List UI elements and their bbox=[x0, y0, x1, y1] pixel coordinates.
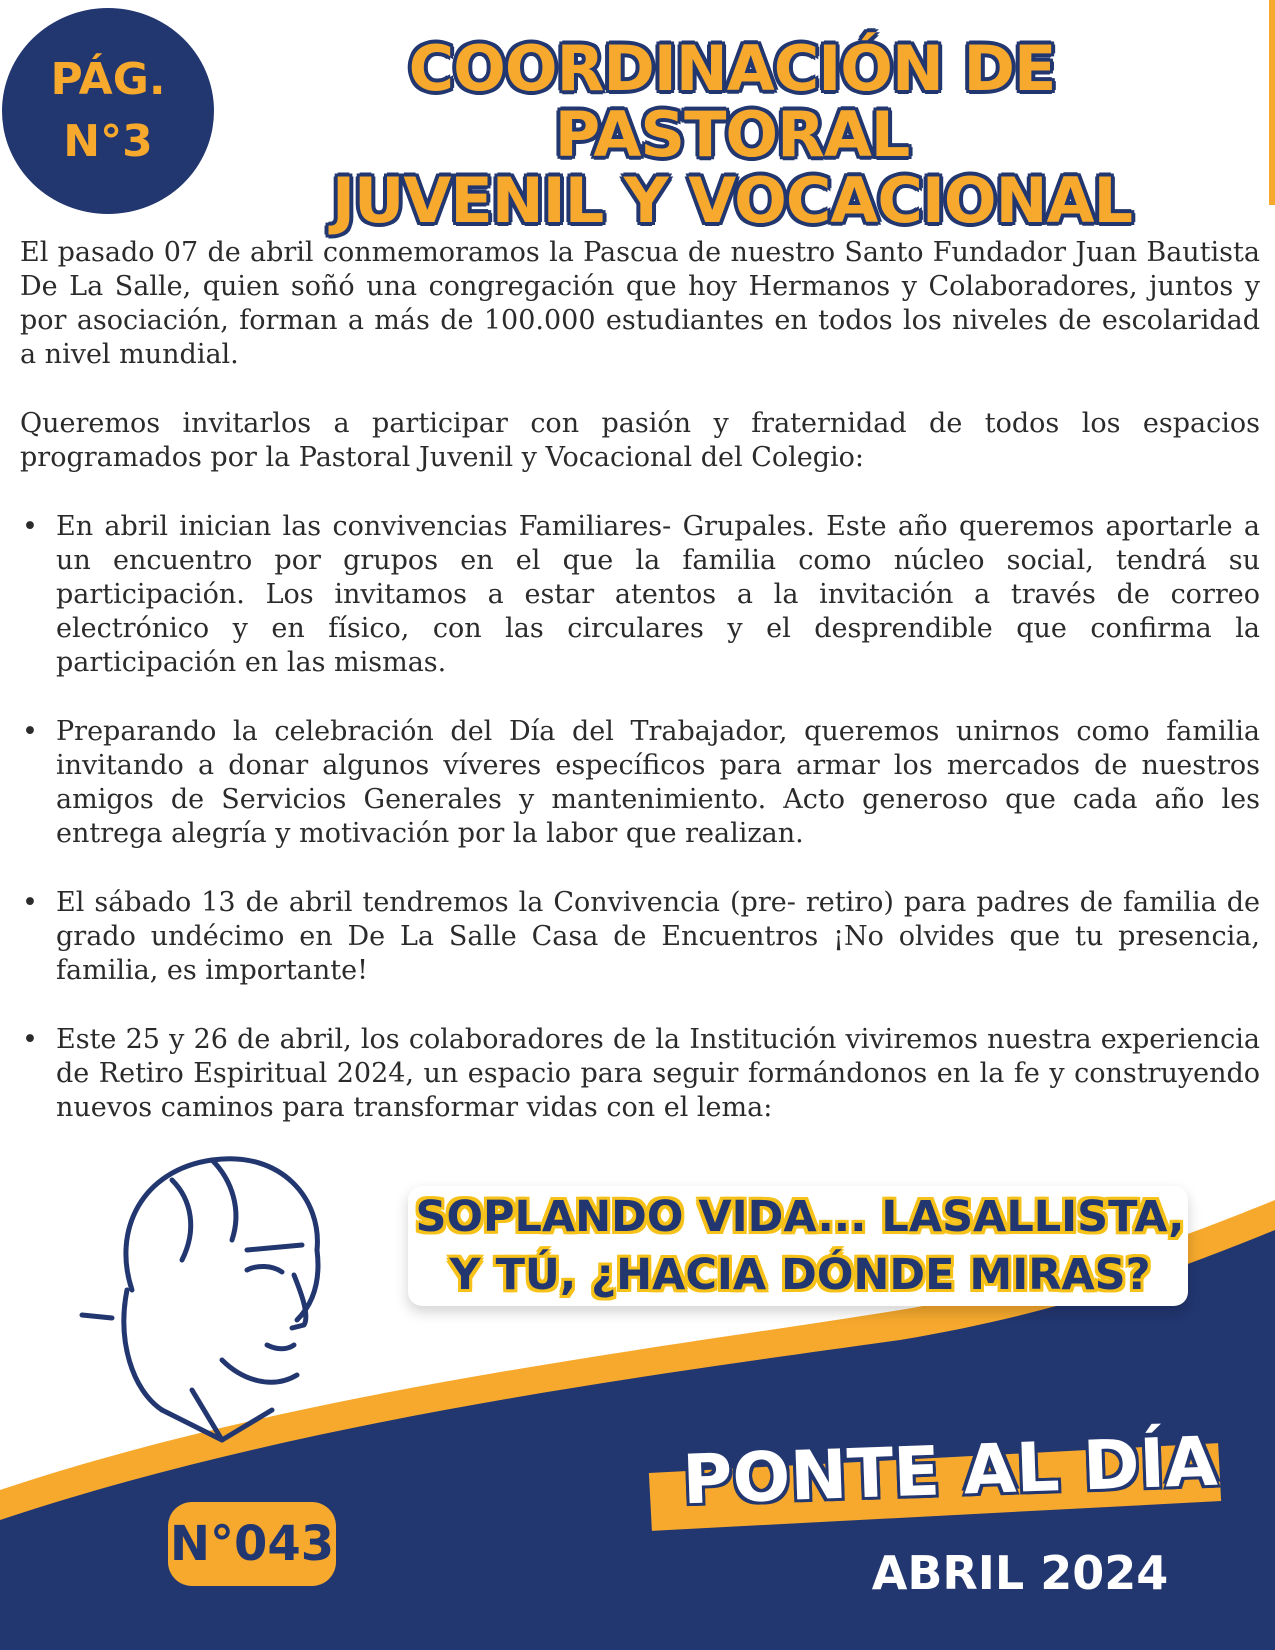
founder-portrait-icon bbox=[72, 1140, 362, 1450]
title-line-2: JUVENIL Y VOCACIONAL bbox=[331, 164, 1133, 237]
issue-date: ABRIL 2024 bbox=[871, 1546, 1169, 1600]
edge-accent-line bbox=[1269, 0, 1275, 205]
page-badge-label: PÁG. bbox=[50, 54, 166, 105]
motto-line-2: Y TÚ, ¿HACIA DÓNDE MIRAS? bbox=[449, 1250, 1151, 1300]
invitation-paragraph: Queremos invitarlos a participar con pasión y fraternidad de todos los espacios programados por la Pastoral Juvenil y Vocacional del Colegio: bbox=[20, 408, 1260, 473]
article-body bbox=[20, 236, 1260, 1160]
list-item bbox=[20, 1023, 1260, 1125]
page-badge-number: N°3 bbox=[63, 116, 153, 167]
list-item bbox=[20, 510, 1260, 680]
bullet-marker: • bbox=[22, 887, 38, 918]
retreat-motto bbox=[400, 1188, 1200, 1304]
list-item-text: En abril inician las convivencias Familiares- Grupales. Este año queremos aportarle a un encuentro por grupos en el que la familia como núcleo social, tendrá su participación. Los invitamos a estar atentos a la invitación a través de correo electrónico y en físico, con las circulares y el desprendible que confirma la participación en las mismas. bbox=[56, 511, 1260, 678]
intro-paragraph: El pasado 07 de abril conmemoramos la Pascua de nuestro Santo Fundador Juan Bautista De La Salle, quien soñó una congregación que hoy Hermanos y Colaboradores, juntos y por asociación, forman a más de 100.000 estudiantes en todos los niveles de escolaridad a nivel mundial. bbox=[20, 237, 1260, 370]
page-number-badge bbox=[2, 8, 214, 214]
title-line-1: COORDINACIÓN DE PASTORAL bbox=[408, 32, 1056, 171]
publication-name: PONTE AL DÍA bbox=[681, 1422, 1219, 1521]
bullet-marker: • bbox=[22, 716, 38, 747]
list-item bbox=[20, 886, 1260, 988]
issue-number-badge: N°043 bbox=[168, 1502, 336, 1586]
motto-line-1: SOPLANDO VIDA... LASALLISTA, bbox=[415, 1192, 1185, 1242]
bullet-marker: • bbox=[22, 1024, 38, 1055]
list-item-text: El sábado 13 de abril tendremos la Convivencia (pre- retiro) para padres de familia de grado undécimo en De La Salle Casa de Encuentros ¡No olvides que tu presencia, familia, es importante! bbox=[56, 887, 1260, 986]
bullet-marker: • bbox=[22, 511, 38, 542]
events-list bbox=[20, 510, 1260, 1125]
page-title bbox=[232, 32, 1232, 237]
list-item-text: Este 25 y 26 de abril, los colaboradores de la Institución viviremos nuestra experiencia de Retiro Espiritual 2024, un espacio para seguir formándonos en la fe y construyendo nuevos caminos para transformar vidas con el lema: bbox=[56, 1024, 1260, 1123]
list-item bbox=[20, 715, 1260, 851]
list-item-text: Preparando la celebración del Día del Trabajador, queremos unirnos como familia invitando a donar algunos víveres específicos para armar los mercados de nuestros amigos de Servicios Generales y mantenimiento. Acto generoso que cada año les entrega alegría y motivación por la labor que realizan. bbox=[56, 716, 1260, 849]
